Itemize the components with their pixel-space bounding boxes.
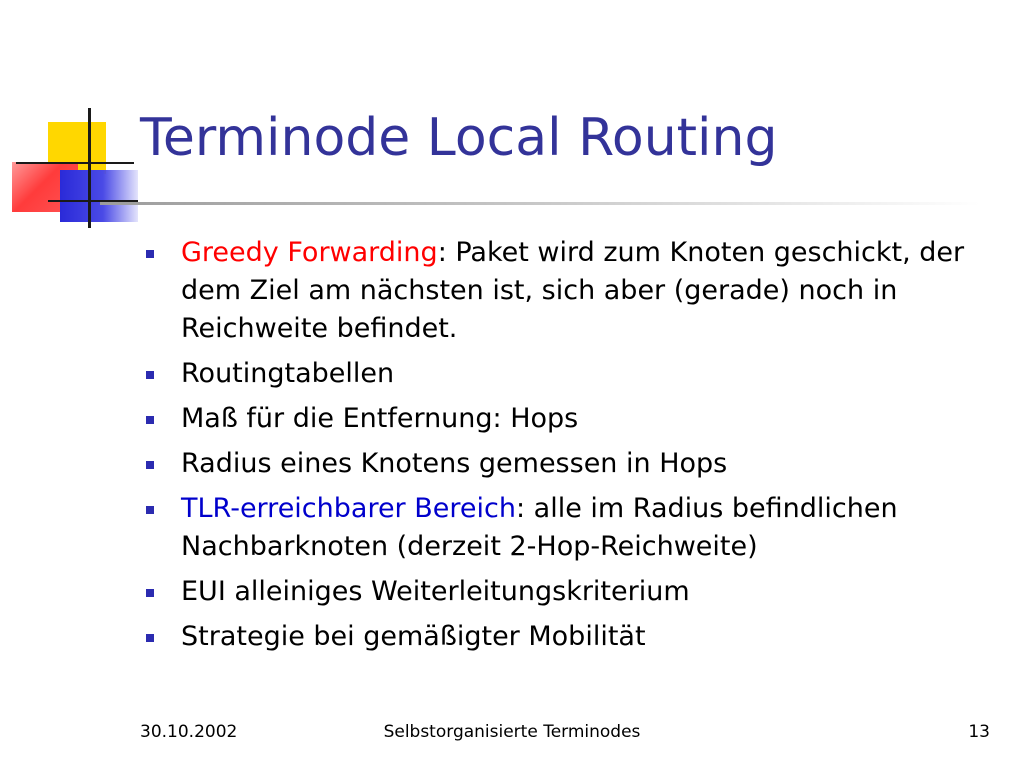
- bullet-square-icon: [146, 250, 154, 258]
- bullet-item: [140, 234, 1000, 348]
- bullet-square-icon: [146, 416, 154, 424]
- bullet-text: Strategie bei gemäßigter Mobilität: [181, 621, 646, 652]
- bullet-square-icon: [146, 589, 154, 597]
- slide-title: Terminode Local Routing: [140, 108, 778, 168]
- bullet-text: Maß für die Entfernung: Hops: [181, 403, 579, 434]
- bullet-item: [140, 618, 1000, 656]
- decorative-logo: [0, 100, 150, 230]
- bullet-highlight: Greedy Forwarding: [181, 237, 438, 268]
- bullet-item: [140, 490, 1000, 566]
- bullet-item: [140, 445, 1000, 483]
- bullet-text: : Paket wird zum Knoten geschickt, der dem Ziel am nächsten ist, sich aber (gerade) noch in Reichweite befindet.: [181, 237, 965, 344]
- title-underline: [100, 202, 980, 205]
- footer-title: Selbstorganisierte Terminodes: [383, 722, 641, 742]
- bullet-item: [140, 400, 1000, 438]
- footer-date: 30.10.2002: [140, 722, 238, 742]
- bullet-text: Radius eines Knotens gemessen in Hops: [181, 448, 728, 479]
- bullet-text: EUI alleiniges Weiterleitungskriterium: [181, 576, 690, 607]
- bullet-highlight: TLR-erreichbarer Bereich: [181, 493, 516, 524]
- bullet-text: Routingtabellen: [181, 358, 395, 389]
- bullet-square-icon: [146, 634, 154, 642]
- bullet-square-icon: [146, 461, 154, 469]
- bullet-square-icon: [146, 371, 154, 379]
- bullet-item: [140, 573, 1000, 611]
- vertical-line: [88, 108, 91, 228]
- page-number: 13: [968, 722, 990, 742]
- bullet-item: [140, 355, 1000, 393]
- bullet-text: : alle im Radius befindlichen Nachbarknoten (derzeit 2-Hop-Reichweite): [181, 493, 898, 562]
- blue-square: [60, 170, 138, 222]
- bullet-list: [140, 234, 1000, 663]
- horizontal-line: [16, 162, 134, 164]
- bullet-square-icon: [146, 506, 154, 514]
